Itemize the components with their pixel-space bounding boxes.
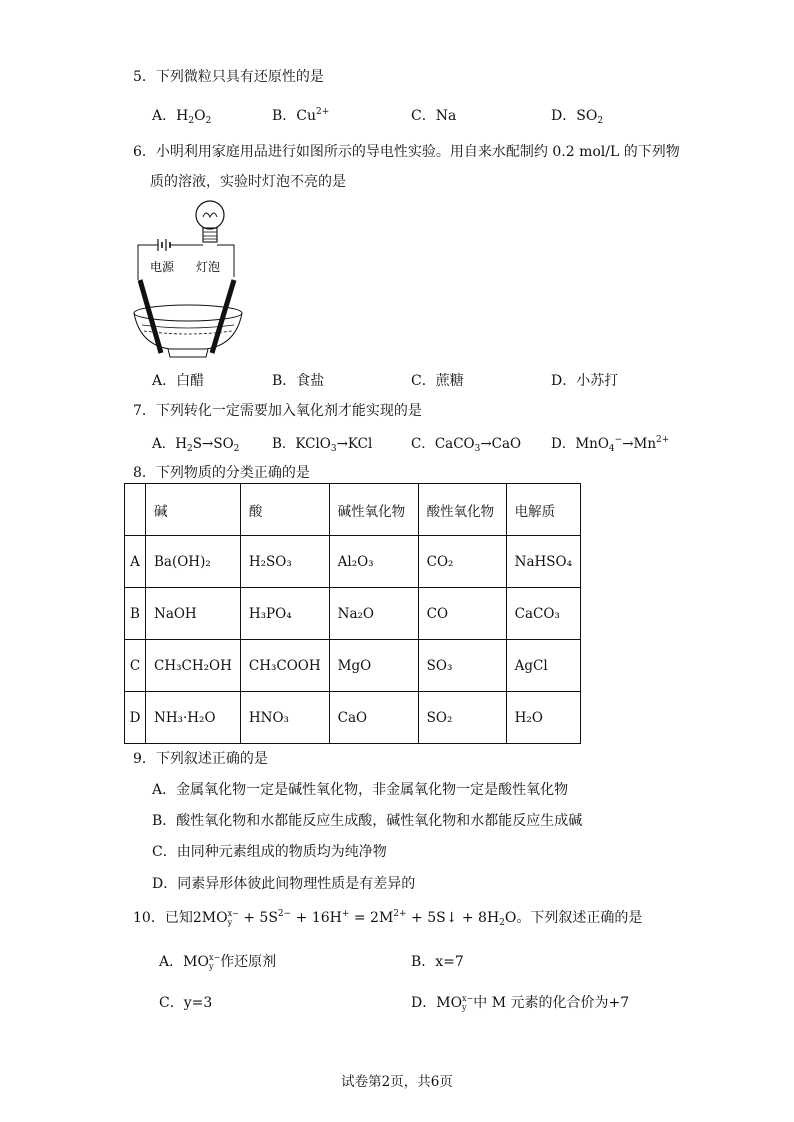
q10-option-c: C．y=3 [159,995,213,1011]
q6-option-a: A．白醋 [152,373,205,389]
classification-table [124,483,581,744]
table-cell: CH₃CH₂OH [146,640,241,692]
reaction-equation: 2MO x− y + $5S^{2-} + 16H^+ = 2M^{2+}$ + 5S↓ + $8H_2O$ [192,909,517,928]
table-cell: NaHSO₄ [506,536,580,588]
table-cell: H₃PO₄ [240,588,329,640]
question-10-stem: 10．已知2MO x− y + $5S^{2-} + 16H^+ = 2M^{2+}$ + 5S↓ + $8H_2O$。下列叙述正确的是 [133,909,643,928]
table-cell: CH₃COOH [240,640,329,692]
question-8-stem: 8．下列物质的分类正确的是 [133,465,310,481]
table-header-cell: 碱 [146,484,241,536]
question-5-stem: 5．下列微粒只具有还原性的是 [133,69,324,85]
q9-option-c: C．由同种元素组成的物质均为纯净物 [152,844,387,860]
table-cell: CaO [329,692,418,744]
table-cell: NaOH [146,588,241,640]
q7-option-c: C．CaCO$_3$→CaO [411,436,522,454]
table-cell: Na₂O [329,588,418,640]
q7-option-d: D．$MnO_4^-\to Mn^{2+}$ [551,435,670,454]
light-bulb-icon [196,201,224,242]
table-cell: MgO [329,640,418,692]
table-cell: AgCl [506,640,580,692]
table-cell: C [125,640,146,692]
q5-option-b: B．$Cu^{2+}$ [272,107,330,124]
q10-option-a: A．MO x− y 作还原剂 [159,953,277,971]
table-row [125,588,581,640]
table-row [125,692,581,744]
table-cell: SO₂ [418,692,506,744]
table-header-cell: 酸性氧化物 [418,484,506,536]
q6-option-b: B．食盐 [272,373,325,389]
q9-option-d: D．同素异形体彼此间物理性质是有差异的 [152,876,416,892]
page-footer: 试卷第2页，共6页 [341,1074,453,1090]
table-cell: H₂SO₃ [240,536,329,588]
question-9-stem: 9．下列叙述正确的是 [133,751,268,767]
conductivity-apparatus-figure [130,195,260,365]
q7-option-b: B．KClO$_3$→KCl [272,436,373,454]
q6-option-d: D．小苏打 [551,373,619,389]
q5-option-a: A．$H_2O_2$ [152,108,212,126]
table-cell: CO [418,588,506,640]
q5-option-c: C．Na [411,108,457,124]
table-header-cell: 碱性氧化物 [329,484,418,536]
table-header-cell: 酸 [240,484,329,536]
table-header-row [125,484,581,536]
table-cell: NH₃·H₂O [146,692,241,744]
battery-icon [158,239,170,251]
table-cell: SO₃ [418,640,506,692]
table-header-cell [125,484,146,536]
table-cell: H₂O [506,692,580,744]
question-7-stem: 7．下列转化一定需要加入氧化剂才能实现的是 [133,403,422,419]
table-cell: Ba(OH)₂ [146,536,241,588]
q7-option-a: A．$H_2S\to SO_2$ [152,436,240,454]
table-cell: D [125,692,146,744]
q5-option-d: D．$SO_2$ [551,108,604,126]
q10-option-d: D．MO x− y 中 M 元素的化合价为+7 [411,994,630,1012]
q10-option-b: B．x=7 [411,954,464,970]
table-cell: B [125,588,146,640]
table-cell: CaCO₃ [506,588,580,640]
question-6-stem-line2: 质的溶液，实验时灯泡不亮的是 [150,174,346,190]
table-cell: CO₂ [418,536,506,588]
table-row [125,640,581,692]
power-label: 电源 [150,260,175,274]
table-cell: A [125,536,146,588]
q6-option-c: C．蔗糖 [411,373,464,389]
table-cell: HNO₃ [240,692,329,744]
bulb-label: 灯泡 [196,260,221,274]
table-cell: Al₂O₃ [329,536,418,588]
q9-option-a: A．金属氧化物一定是碱性氧化物，非金属氧化物一定是酸性氧化物 [152,782,569,798]
question-6-stem-line1: 6．小明利用家庭用品进行如图所示的导电性实验。用自来水配制约 0.2 mol/L 的下列物 [133,144,680,160]
table-header-cell: 电解质 [506,484,580,536]
q9-option-b: B．酸性氧化物和水都能反应生成酸，碱性氧化物和水都能反应生成碱 [152,813,583,829]
table-row [125,536,581,588]
